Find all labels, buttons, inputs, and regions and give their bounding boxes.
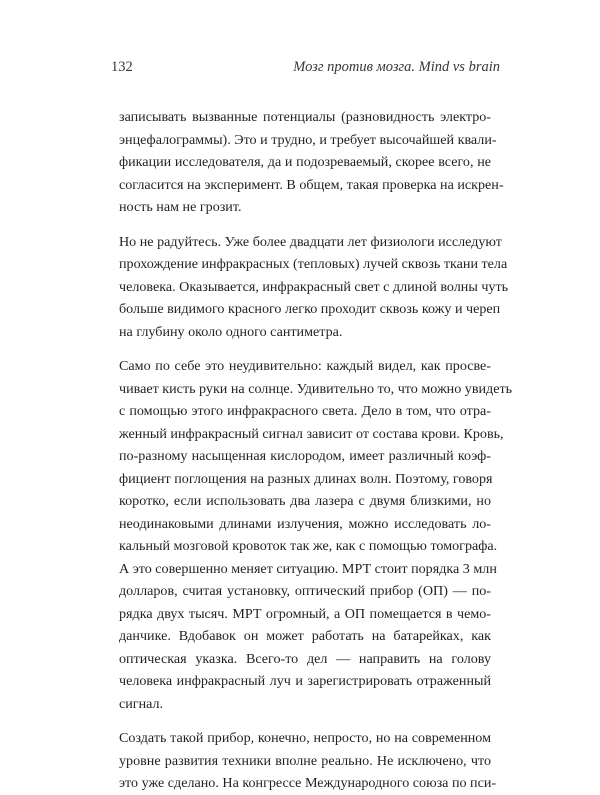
text-line: ность нам не грозит. <box>119 199 242 215</box>
text-line: оптическая указка. Всего-то дел — направить на голову <box>119 650 491 667</box>
text-line: энцефалограммы). Это и трудно, и требует высочайшей квали- <box>119 131 497 148</box>
text-line: человека. Оказывается, инфракрасный свет с длиной волны чуть <box>119 278 509 295</box>
text-line: долларов, считая установку, оптический прибор (ОП) — по- <box>119 583 491 599</box>
text-line: данчике. Вдобавок он может работать на батарейках, как <box>119 628 491 644</box>
text-line: Создать такой прибор, конечно, непросто, но на современном <box>119 730 491 746</box>
text-line: неодинаковыми длинами излучения, можно исследовать ло- <box>119 515 491 532</box>
text-line: согласится на эксперимент. В общем, такая проверка на искрен- <box>119 176 504 193</box>
text-line: фициент поглощения на разных длинах волн. Поэтому, говоря <box>119 470 493 487</box>
text-line: по-разному насыщенная кислородом, имеет различный коэф- <box>119 448 491 464</box>
text-line: больше видимого красного легко проходит сквозь кожу и череп <box>119 301 501 317</box>
text-line: на глубину около одного сантиметра. <box>119 323 343 340</box>
text-line: сигнал. <box>119 695 164 712</box>
text-line: фикации исследователя, да и подозреваемый, скорее всего, не <box>119 154 491 170</box>
paragraph-gap <box>119 219 491 231</box>
text-line: рядка двух тысяч. МРТ огромный, а ОП помещается в чемо- <box>119 605 491 622</box>
paragraph <box>119 727 497 795</box>
paragraph <box>119 355 513 715</box>
paragraph <box>119 106 504 219</box>
text-line: Само по себе это неудивительно: каждый видел, как просве- <box>119 358 491 374</box>
body-text <box>119 106 513 795</box>
text-line: коротко, если использовать два лазера с двумя близкими, но <box>119 493 491 509</box>
text-line: с помощью этого инфракрасного света. Дело в том, что отра- <box>119 403 491 419</box>
text-line: А это совершенно меняет ситуацию. МРТ стоит порядка 3 млн <box>119 560 497 577</box>
paragraph <box>119 231 509 344</box>
text-line: уровне развития техники вполне реально. Не исключено, что <box>119 752 491 769</box>
text-line: прохождение инфракрасных (тепловых) лучей сквозь ткани тела <box>119 256 508 272</box>
text-line: женный инфракрасный сигнал зависит от состава крови. Кровь, <box>119 425 504 442</box>
text-line: чивает кисть руки на солнце. Удивительно то, что можно увидеть <box>119 380 513 397</box>
text-line: записывать вызванные потенциалы (разновидность электро- <box>119 109 491 125</box>
book-title: Мозг против мозга. Mind vs brain <box>293 59 500 75</box>
text-line: кальный мозговой кровоток так же, как с помощью томографа. <box>119 538 498 554</box>
text-line: человека инфракрасный луч и зарегистрировать отраженный <box>119 673 491 689</box>
text-line: Но не радуйтесь. Уже более двадцати лет физиологи исследуют <box>119 233 502 250</box>
paragraph-gap <box>119 715 491 727</box>
text-line: это уже сделано. На конгрессе Международного союза по пси- <box>119 775 497 791</box>
page-number: 132 <box>111 59 133 75</box>
paragraph-gap <box>119 343 491 355</box>
running-head <box>111 56 500 78</box>
